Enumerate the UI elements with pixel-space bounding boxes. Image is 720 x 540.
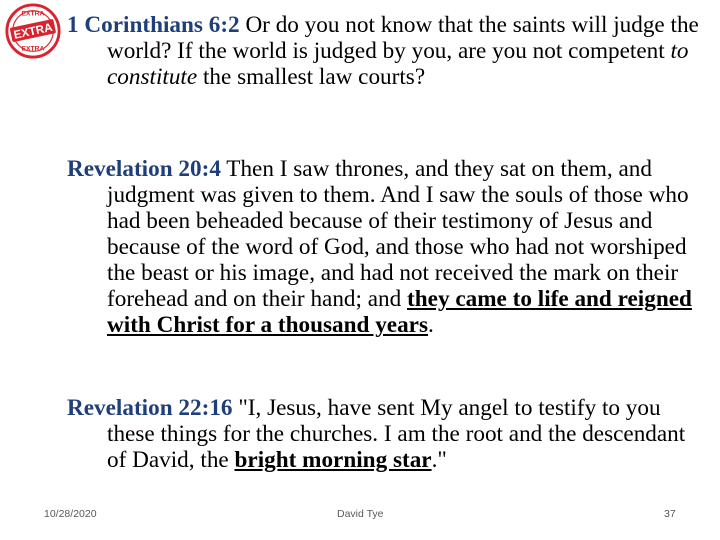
extra-stamp-logo: [4, 2, 62, 60]
verse-emphasis: bright morning star: [234, 447, 432, 473]
verse-text: "I, Jesus, have sent My angel to testify to you these things for the churches. I am the root and the descendant of David, the: [107, 395, 686, 473]
verse-1-corinthians-6-2: [67, 12, 704, 90]
verse-reference: 1 Corinthians 6:2: [67, 12, 240, 38]
svg-text:EXTRA: EXTRA: [12, 20, 54, 42]
verse-reference: Revelation 20:4: [67, 156, 221, 182]
verse-text-end: .: [428, 312, 434, 338]
verse-text-end: .": [431, 447, 447, 473]
verse-italic-text: to constitute: [107, 38, 689, 90]
footer-author: David Tye: [337, 508, 384, 520]
verse-text: Then I saw thrones, and they sat on them, and judgment was given to them. And I saw the souls of those who had been beheaded because of their testimony of Jesus and because of the word of God, and those who had not worshiped the beast or his image, and had not received the mark on their forehead and on their hand; and: [107, 156, 689, 312]
verse-revelation-20-4: [67, 156, 704, 338]
footer-page-number: 37: [664, 508, 676, 520]
svg-text:EXTRA: EXTRA: [21, 45, 45, 53]
footer-date: 10/28/2020: [44, 508, 97, 520]
verse-text-end: the smallest law courts?: [197, 64, 426, 90]
verse-text: Or do you not know that the saints will judge the world? If the world is judged by you, are you not competent: [107, 12, 699, 64]
svg-text:EXTRA: EXTRA: [21, 10, 45, 18]
verse-reference: Revelation 22:16: [67, 395, 233, 421]
verse-revelation-22-16: [67, 395, 704, 473]
verse-emphasis: they came to life and reigned with Christ for a thousand years: [107, 286, 692, 338]
